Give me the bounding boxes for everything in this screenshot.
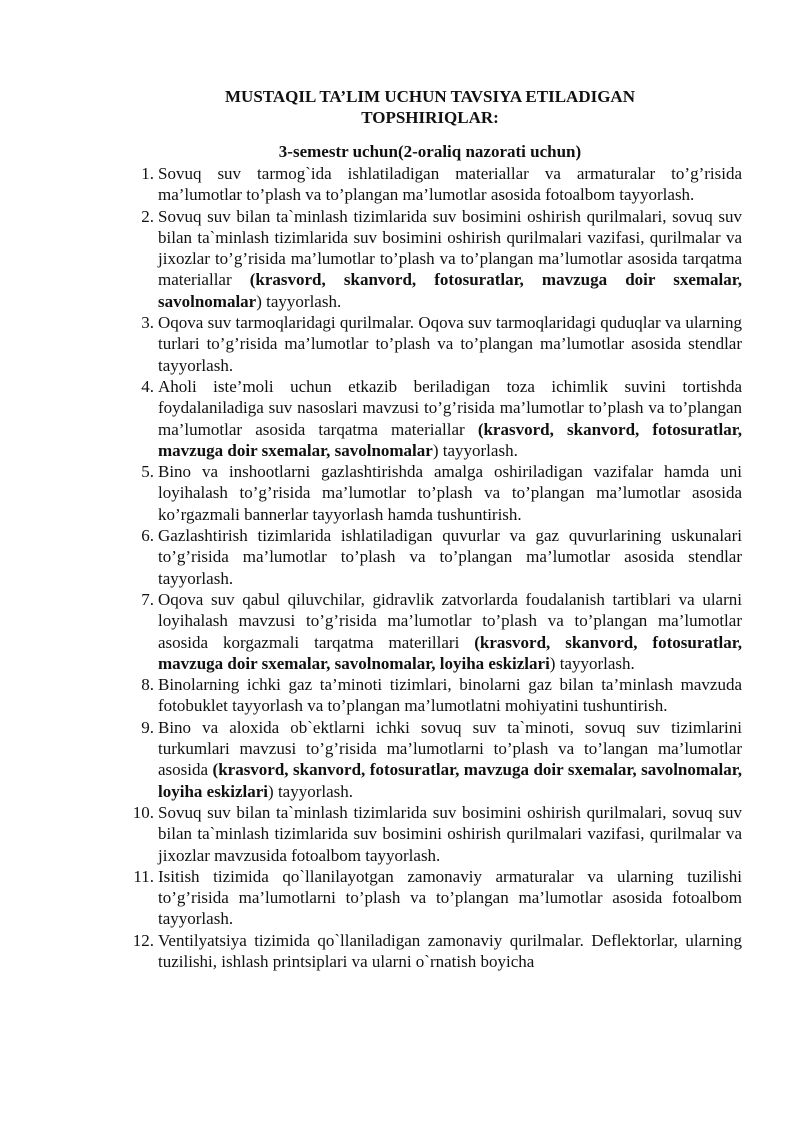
task-number: 11. [133,866,154,886]
task-text: Oqova suv tarmoqlaridagi qurilmalar. Oqova suv tarmoqlaridagi quduqlar va ularning turlari to’g’risida ma’lumotlar to’plash va to’plangan ma’lumotlar asosida stendlar tayyorlash. [158,313,742,375]
task-item-12 [132,930,742,973]
task-item-5 [141,461,742,525]
task-bold-text: (krasvord, skanvord, fotosuratlar, mavzuga doir sxemalar, savolnomalar, loyiha eskizlari [158,632,742,673]
task-number: 1. [141,164,154,183]
task-bold-text: (krasvord, skanvord, fotosuratlar, mavzuga doir sxemalar, savolnomalar [158,270,742,311]
task-bold-text: (krasvord, skanvord, fotosuratlar, mavzuga doir sxemalar, savolnomalar, loyiha eskizlari [158,760,742,801]
task-text: Binolarning ichki gaz ta’minoti tizimlari, binolarni gaz bilan ta’minlash mavzuda fotobuklet tayyorlash va to’plangan ma’lumotlatni mohiyatini tushuntirish. [158,675,742,716]
document-title-line-2: TOPSHIRIQLAR: [361,108,499,127]
task-number: 10. [132,802,154,822]
task-item-6 [141,525,742,589]
task-text: Sovuq suv tarmog`ida ishlatiladigan materiallar va armaturalar to’g’risida ma’lumotlar to’plash va to’plangan ma’lumotlar asosida fotoalbom tayyorlash. [158,164,742,205]
task-text: Sovuq suv bilan ta`minlash tizimlarida suv bosimini oshirish qurilmalari, sovuq suv bilan ta`minlash tizimlarida suv bosimini oshirish qurilmalari vazifasi, qurilmalar va jixozlar mavzusida fotoalbom tayyorlash. [158,802,742,865]
semester-subtitle: 3-semestr uchun(2-oraliq nazorati uchun) [278,142,582,161]
task-text: Ventilyatsiya tizimida qo`llaniladigan zamonaviy qurilmalar. Deflektorlar, ularning tuzilishi, ishlash printsiplari va ularni o`rnatish boyicha [158,930,742,971]
task-text: Isitish tizimida qo`llanilayotgan zamonaviy armaturalar va ularning tuzilishi to’g’risida ma’lumotlarni to’plash va to’plangan ma’lumotlar asosida fotoalbom tayyorlash. [158,866,742,929]
task-item-7 [141,589,742,674]
task-item-11 [133,866,742,930]
task-number: 2. [141,206,154,226]
task-number: 12. [132,930,154,950]
task-item-10 [132,802,742,866]
task-text-end: ) tayyorlash. [256,291,342,311]
task-item-8 [141,674,742,717]
task-text-end: ) tayyorlash. [268,781,354,801]
task-number: 8. [141,675,154,695]
task-number: 4. [141,376,154,396]
task-text-end: ) tayyorlash. [549,653,635,673]
task-list [132,163,742,972]
task-item-2 [141,206,742,312]
task-text: Sovuq suv bilan ta`minlash tizimlarida suv bosimini oshirish qurilmalari, sovuq suv bilan ta`minlash tizimlarida suv bosimini oshirish qurilmalari vazifasi, qurilmalar va jixozlar to’g’risida ma’lumotlar to’plash va to’plangan ma’lumotlar asosida tarqatma materiallar [158,206,742,290]
task-text: Oqova suv qabul qiluvchilar, gidravlik zatvorlarda foudalanish tartiblari va ularni loyihalash mavzusi to’g’risida ma’lumotlar to’plash va to’plangan ma’lumotlar asosida korgazmali tarqatma materillari [158,589,742,652]
task-number: 6. [141,526,154,546]
task-text: Bino va aloxida ob`ektlarni ichki sovuq suv ta`minoti, sovuq suv tizimlarini turkumlari mavzusi to’g’risida ma’lumotlarni to’plash va to’langan ma’lumotlar asosida [158,717,742,780]
task-number: 5. [141,462,154,482]
task-text-end: ) tayyorlash. [432,440,518,460]
task-item-9 [141,717,742,802]
task-item-3 [141,312,742,376]
task-text: Gazlashtirish tizimlarida ishlatiladigan quvurlar va gaz quvurlarining uskunalari to’g’risida ma’lumotlar to’plash va to’plangan ma’lumotlar asosida stendlar tayyorlash. [158,526,742,588]
task-item-4 [141,376,742,461]
task-text: Bino va inshootlarni gazlashtirishda amalga oshiriladigan vazifalar hamda uni loyihalash to’g’risida ma’lumotlar to’plash va to’plangan ma’lumotlar asosida ko’rgazmali bannerlar tayyorlash hamda tushuntirish. [158,462,742,524]
document-title-line-1: MUSTAQIL TA’LIM UCHUN TAVSIYA ETILADIGAN [225,87,635,106]
task-number: 7. [141,589,154,609]
task-text: Aholi iste’moli uchun etkazib beriladigan toza ichimlik suvini tortishda foydalaniladiga suv nasoslari mavzusi to’g’risida ma’lumotlar to’plash va to’plangan ma’lumotlar asosida tarqatma materiallar [158,376,742,439]
task-bold-text: (krasvord, skanvord, fotosuratlar, mavzuga doir sxemalar, savolnomalar [158,419,742,460]
task-item-1 [141,163,742,206]
task-number: 9. [141,717,154,737]
task-number: 3. [141,313,154,333]
